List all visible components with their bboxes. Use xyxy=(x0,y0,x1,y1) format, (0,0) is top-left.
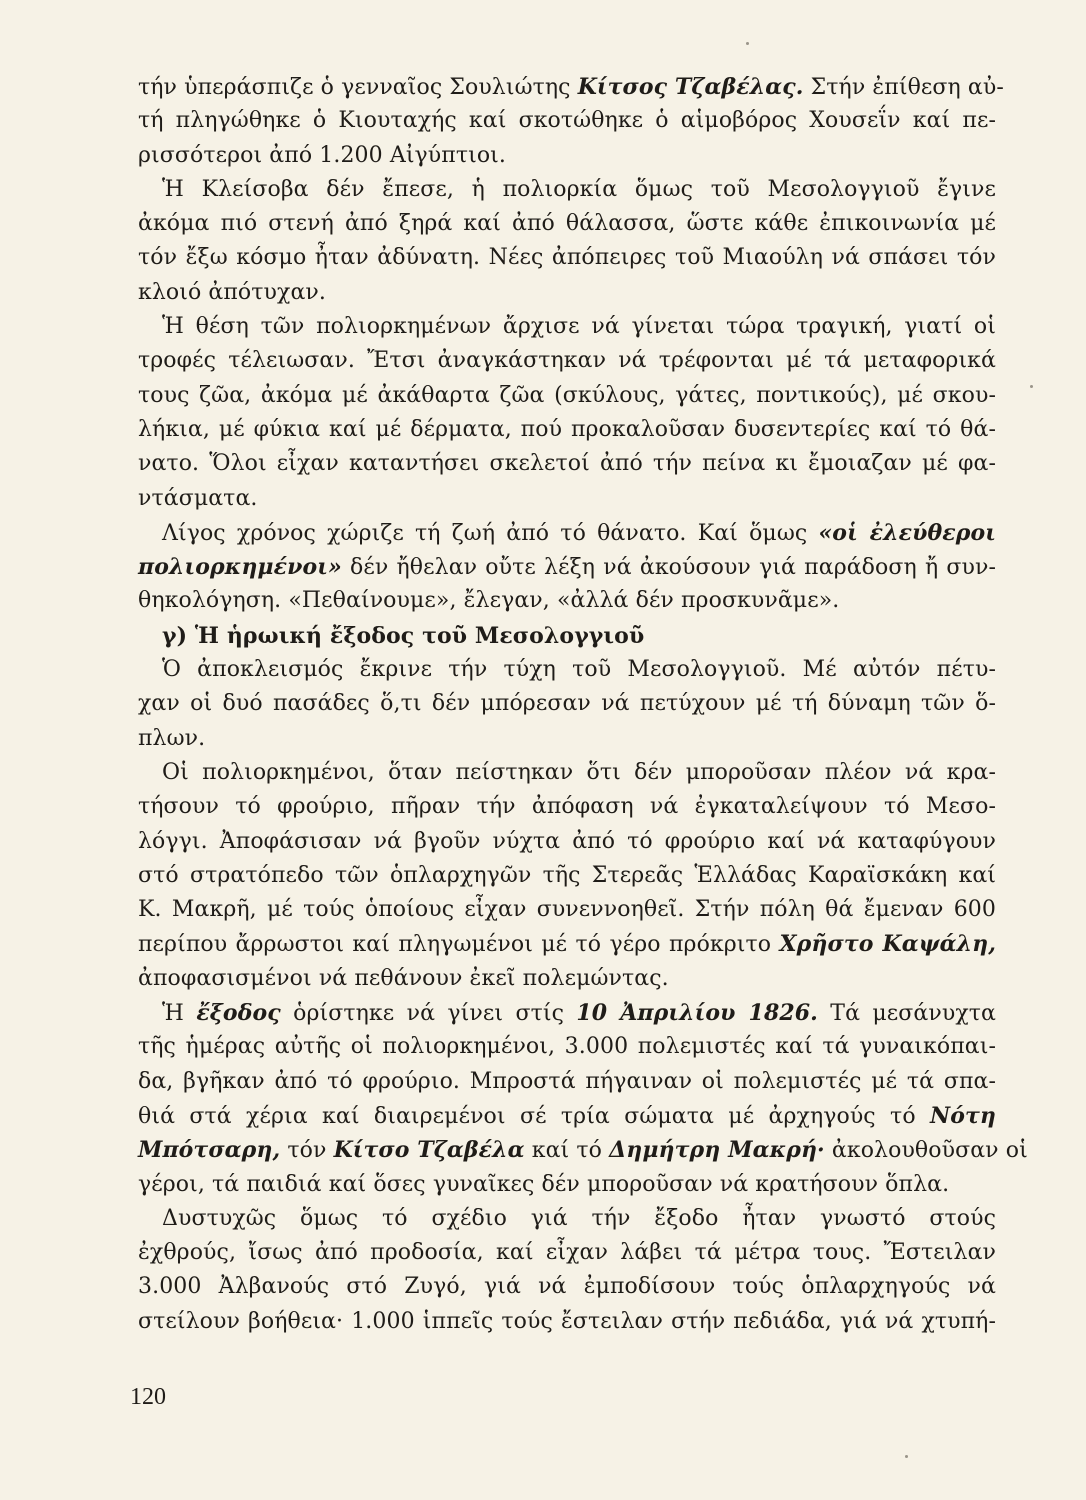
line-text: τόν xyxy=(280,1138,334,1164)
line-text: ντάσματα. xyxy=(138,485,258,511)
text-line xyxy=(138,413,996,447)
line-text: Κ. Μακρῆ, μέ τούς ὁποίους εἶχαν συνεννοηθεῖ. Στήν πόλη θά ἔμεναν 600 xyxy=(138,897,996,923)
line-text: τους ζῶα, ἀκόμα μέ ἀκάθαρτα ζῶα (σκύλους, γάτες, ποντικούς), μέ σκου- xyxy=(138,382,996,408)
line-text: Τά μεσάνυχτα xyxy=(817,1001,996,1027)
text-line xyxy=(138,550,996,584)
line-text: ἀκόμα πιό στενή ἀπό ξηρά καί ἀπό θάλασσα, ὥστε κάθε ἐπικοινωνία μέ xyxy=(138,211,996,237)
line-text: Ἡ Κλείσοβα δέν ἔπεσε, ἡ πολιορκία ὅμως τοῦ Μεσολογγιοῦ ἔγινε xyxy=(162,176,996,202)
line-text: ὁρίστηκε νά γίνει στίς xyxy=(280,1001,577,1027)
text-line xyxy=(138,1030,996,1064)
text-line xyxy=(138,241,996,275)
text-line xyxy=(138,687,996,721)
line-text: δα, βγῆκαν ἀπό τό φρούριο. Μπροστά πήγαιναν οἱ πολεμιστές μέ τά σπα- xyxy=(138,1068,996,1094)
text-line xyxy=(138,379,996,413)
text-line xyxy=(138,310,996,344)
text-line xyxy=(138,1099,996,1133)
line-text: τόν ἔξω κόσμο ἦταν ἀδύνατη. Νέες ἀπόπειρες τοῦ Μιαούλη νά σπάσει τόν xyxy=(138,245,996,271)
line-text: τροφές τέλειωσαν. Ἔτσι ἀναγκάστηκαν νά τρέφονται μέ τά μεταφορικά xyxy=(138,348,996,374)
text-line xyxy=(138,584,996,618)
line-text: κλοιό ἀπότυχαν. xyxy=(138,279,326,305)
text-line xyxy=(138,893,996,927)
line-text: τήν ὑπεράσπιζε ὁ γενναῖος Σουλιώτης xyxy=(138,75,578,100)
line-text: ρισσότεροι ἀπό 1.200 Αἰγύπτιοι. xyxy=(138,142,506,168)
text-line xyxy=(138,1168,996,1202)
emphasis-text: Νότη xyxy=(930,1102,996,1129)
text-line xyxy=(138,1305,996,1339)
emphasis-text: Κίτσο Τζαβέλα xyxy=(333,1137,525,1164)
line-text: στείλουν βοήθεια· 1.000 ἱππεῖς τούς ἔστειλαν στήν πεδιάδα, γιά νά χτυπή- xyxy=(138,1308,996,1334)
line-text: Ἡ xyxy=(162,1001,197,1027)
text-line xyxy=(138,482,996,516)
text-line xyxy=(138,1270,996,1304)
line-text: καί τό xyxy=(524,1138,610,1164)
text-line xyxy=(138,276,996,310)
body-text xyxy=(138,70,1028,1339)
line-text: ἐχθρούς, ἴσως ἀπό προδοσία, καί εἶχαν λάβει τά μέτρα τους. Ἔστειλαν xyxy=(138,1240,996,1266)
line-text: γέροι, τά παιδιά καί ὅσες γυναῖκες δέν μποροῦσαν νά κρατήσουν ὅπλα. xyxy=(138,1171,950,1197)
text-line xyxy=(138,790,996,824)
line-text: χαν οἱ δυό πασάδες ὅ,τι δέν μπόρεσαν νά πετύχουν μέ τή δύναμη τῶν ὅ- xyxy=(138,691,996,717)
line-text: θηκολόγηση. «Πεθαίνουμε», ἔλεγαν, «ἀλλά δέν προσκυνᾶμε». xyxy=(138,588,840,614)
line-text: 3.000 Ἀλβανούς στό Ζυγό, γιά νά ἐμποδίσουν τούς ὁπλαρχηγούς νά xyxy=(138,1274,996,1300)
emphasis-text: Δημήτρη Μακρή· xyxy=(609,1137,825,1164)
line-text: τήσουν τό φρούριο, πῆραν τήν ἀπόφαση νά ἐγκαταλείψουν τό Μεσο- xyxy=(138,794,996,820)
line-text: τῆς ἡμέρας αὐτῆς οἱ πολιορκημένοι, 3.000 πολεμιστές καί τά γυναικόπαι- xyxy=(138,1034,996,1060)
text-line xyxy=(138,996,996,1030)
text-line xyxy=(138,653,996,687)
paper-speck xyxy=(746,42,749,45)
line-text: δέν ἤθελαν οὔτε λέξη νά ἀκούσουν γιά παράδοση ἤ συν- xyxy=(341,555,996,581)
paper-speck xyxy=(905,1455,908,1458)
text-line xyxy=(138,722,996,756)
line-text: νατο. Ὅλοι εἶχαν καταντήσει σκελετοί ἀπό τήν πείνα κι ἔμοιαζαν μέ φα- xyxy=(138,451,996,477)
line-text: λήκια, μέ φύκια καί μέ δέρματα, πού προκαλοῦσαν δυσεντερίες καί τό θά- xyxy=(138,416,996,442)
emphasis-text: Μπότσαρη, xyxy=(138,1137,281,1164)
text-line xyxy=(138,70,1004,104)
text-line xyxy=(138,344,996,378)
text-line xyxy=(138,859,996,893)
line-text: Λίγος χρόνος χώριζε τή ζωή ἀπό τό θάνατο. Καί ὅμως xyxy=(162,520,819,546)
line-text: ἀκολουθοῦσαν οἱ xyxy=(824,1138,1028,1164)
emphasis-text: ἔξοδος xyxy=(196,1000,281,1027)
line-text: πλων. xyxy=(138,725,206,751)
emphasis-text: Χρῆστο Καψάλη, xyxy=(779,931,997,958)
text-line xyxy=(138,1133,1028,1167)
text-line xyxy=(138,173,996,207)
text-line xyxy=(138,207,996,241)
text-line xyxy=(138,825,996,859)
emphasis-text: πολιορκημένοι» xyxy=(138,554,342,581)
line-text: ἀποφασισμένοι νά πεθάνουν ἐκεῖ πολεμώντας. xyxy=(138,965,669,991)
page-number: 120 xyxy=(130,1384,166,1410)
emphasis-text: 10 Ἀπριλίου 1826. xyxy=(576,1000,818,1027)
text-line xyxy=(138,104,996,138)
line-text: Οἱ πολιορκημένοι, ὅταν πείστηκαν ὅτι δέν μποροῦσαν πλέον νά κρα- xyxy=(162,759,996,785)
text-line xyxy=(138,447,996,481)
line-text: θιά στά χέρια καί διαιρεμένοι σέ τρία σώματα μέ ἀρχηγούς τό xyxy=(138,1103,931,1129)
line-text: τή πληγώθηκε ὁ Κιουταχής καί σκοτώθηκε ὁ αἱμοβόρος Χουσεΐν καί πε- xyxy=(138,108,996,134)
emphasis-text: Κίτσος Τζαβέλας. xyxy=(577,74,804,100)
text-line xyxy=(138,756,996,790)
line-text: στό στρατόπεδο τῶν ὁπλαρχηγῶν τῆς Στερεᾶς Ἑλλάδας Καραϊσκάκη καί xyxy=(138,862,996,888)
emphasis-text: «οἱ ἐλεύθεροι xyxy=(818,519,996,546)
text-line xyxy=(138,619,996,653)
text-line xyxy=(138,962,996,996)
section-heading: γ) Ἡ ἡρωική ἔξοδος τοῦ Μεσολογγιοῦ xyxy=(162,622,645,649)
line-text: περίπου ἄρρωστοι καί πληγωμένοι μέ τό γέρο πρόκριτο xyxy=(138,932,780,958)
text-line xyxy=(138,1202,996,1236)
text-line xyxy=(138,139,996,173)
text-line xyxy=(138,927,996,961)
line-text: Ὁ ἀποκλεισμός ἔκρινε τήν τύχη τοῦ Μεσολογγιοῦ. Μέ αὐτόν πέτυ- xyxy=(162,657,996,683)
text-line xyxy=(138,1065,996,1099)
text-line xyxy=(138,516,996,550)
line-text: λόγγι. Ἀποφάσισαν νά βγοῦν νύχτα ἀπό τό φρούριο καί νά καταφύγουν xyxy=(138,828,996,854)
text-line xyxy=(138,1236,996,1270)
line-text: Δυστυχῶς ὅμως τό σχέδιο γιά τήν ἔξοδο ἦταν γνωστό στούς xyxy=(162,1205,996,1231)
line-text: Στήν ἐπίθεση αὐ- xyxy=(803,75,1004,100)
paper-speck xyxy=(1030,385,1033,388)
line-text: Ἡ θέση τῶν πολιορκημένων ἄρχισε νά γίνεται τώρα τραγική, γιατί οἱ xyxy=(162,314,996,340)
